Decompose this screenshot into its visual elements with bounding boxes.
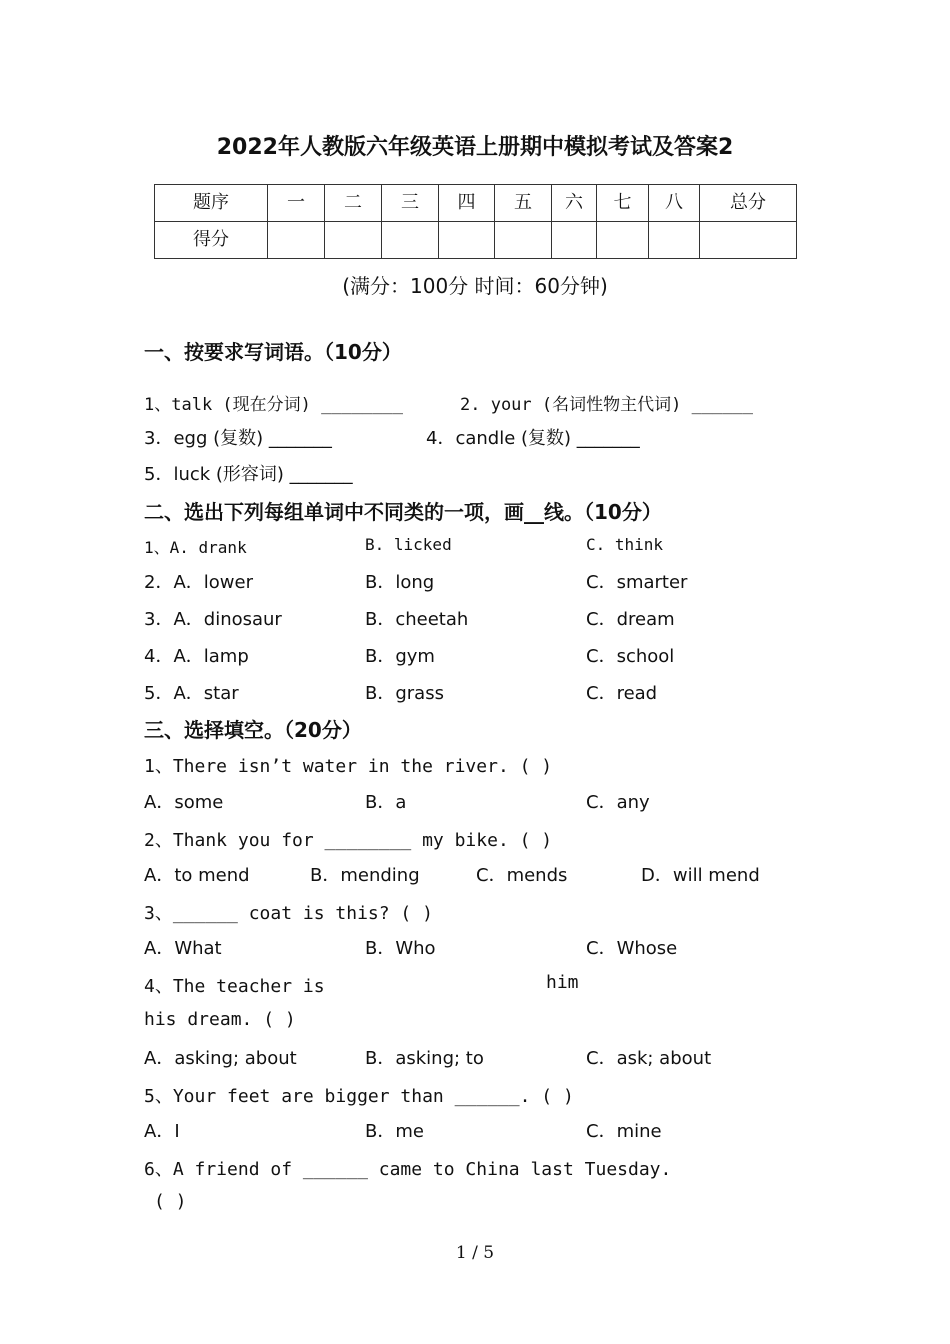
score-cell[interactable] [268,222,325,259]
s3-q1-option-b: B．a [365,792,407,813]
page-number: 1 / 5 [455,1243,495,1263]
score-cell[interactable] [439,222,495,259]
s3-question-1: 1、There isn’t water in the river. ( ) [144,756,553,777]
s2-row-1-a: 1、A. drank [144,538,247,557]
s2-row-4-b: B．gym [365,646,435,667]
s2-row-3-a: 3．A．dinosaur [144,609,282,630]
score-header-cell: 题序 [155,185,268,222]
score-cell[interactable] [325,222,382,259]
s1-question-5: 5．luck (形容词) _______ [144,464,353,485]
s3-q3-option-a: A．What [144,938,222,959]
score-header-cell: 总分 [700,185,797,222]
score-table-score-row [155,222,797,259]
score-row-label: 得分 [155,222,268,259]
score-table [154,184,797,259]
s2-row-2-b: B．long [365,572,435,593]
s3-q4-option-a: A．asking; about [144,1048,297,1069]
s3-q3-option-b: B．Who [365,938,436,959]
score-cell[interactable] [382,222,439,259]
s3-question-4-part-1: 4、The teacher is [144,976,325,997]
section-1-heading: 一、按要求写词语。（10分） [144,340,402,364]
score-cell[interactable] [597,222,649,259]
score-header-cell: 七 [597,185,649,222]
score-header-cell: 一 [268,185,325,222]
s2-row-4-c: C．school [586,646,675,667]
section-3-heading: 三、选择填空。（20分） [144,718,362,742]
s2-row-1-b: B. licked [365,535,452,554]
s3-q2-option-b: B．mending [310,865,420,886]
s3-q1-option-a: A．some [144,792,224,813]
s1-question-2: 2. your (名词性物主代词) ______ [460,395,753,415]
s1-question-4: 4．candle (复数) _______ [426,428,640,449]
s2-row-3-c: C．dream [586,609,675,630]
score-header-cell: 八 [649,185,700,222]
s3-question-3: 3、______ coat is this? ( ) [144,903,433,924]
s2-row-4-a: 4．A．lamp [144,646,249,667]
page-title: 2022年人教版六年级英语上册期中模拟考试及答案2 [216,135,734,160]
s3-q2-option-d: D．will mend [641,865,760,886]
s3-question-6-answer-blank: ( ) [154,1191,187,1212]
score-header-cell: 五 [495,185,552,222]
s3-question-4-part-3: his dream. ( ) [144,1009,296,1030]
s3-question-6: 6、A friend of ______ came to China last Tuesday. [144,1159,672,1180]
s2-row-2-a: 2．A．lower [144,572,253,593]
s2-row-5-c: C．read [586,683,658,704]
score-header-cell: 四 [439,185,495,222]
s2-row-5-a: 5．A．star [144,683,239,704]
s3-q4-option-c: C．ask; about [586,1048,712,1069]
score-cell[interactable] [552,222,597,259]
score-cell[interactable] [649,222,700,259]
s3-q5-option-c: C．mine [586,1121,662,1142]
section-2-heading: 二、选出下列每组单词中不同类的一项，画__线。（10分） [144,500,662,524]
s2-row-5-b: B．grass [365,683,444,704]
s3-q3-option-c: C．Whose [586,938,678,959]
s3-q5-option-a: A．I [144,1121,180,1142]
s3-q2-option-c: C．mends [476,865,568,886]
s3-question-4-part-2: him [546,972,579,993]
exam-info: (满分：100分 时间：60分钟) [342,274,608,298]
s3-q4-option-b: B．asking; to [365,1048,484,1069]
s2-row-3-b: B．cheetah [365,609,469,630]
s3-q1-option-c: C．any [586,792,650,813]
s3-q2-option-a: A．to mend [144,865,250,886]
s2-row-1-c: C. think [586,535,664,554]
score-cell[interactable] [700,222,797,259]
s3-q5-option-b: B．me [365,1121,424,1142]
s1-question-1: 1、talk (现在分词) ________ [144,395,403,415]
score-header-cell: 六 [552,185,597,222]
s3-question-5: 5、Your feet are bigger than ______. ( ) [144,1086,574,1107]
s3-question-2: 2、Thank you for ________ my bike. ( ) [144,830,553,851]
s1-question-3: 3．egg (复数) _______ [144,428,332,449]
s2-row-2-c: C．smarter [586,572,688,593]
score-cell[interactable] [495,222,552,259]
score-table-header-row [155,185,797,222]
score-header-cell: 二 [325,185,382,222]
score-header-cell: 三 [382,185,439,222]
